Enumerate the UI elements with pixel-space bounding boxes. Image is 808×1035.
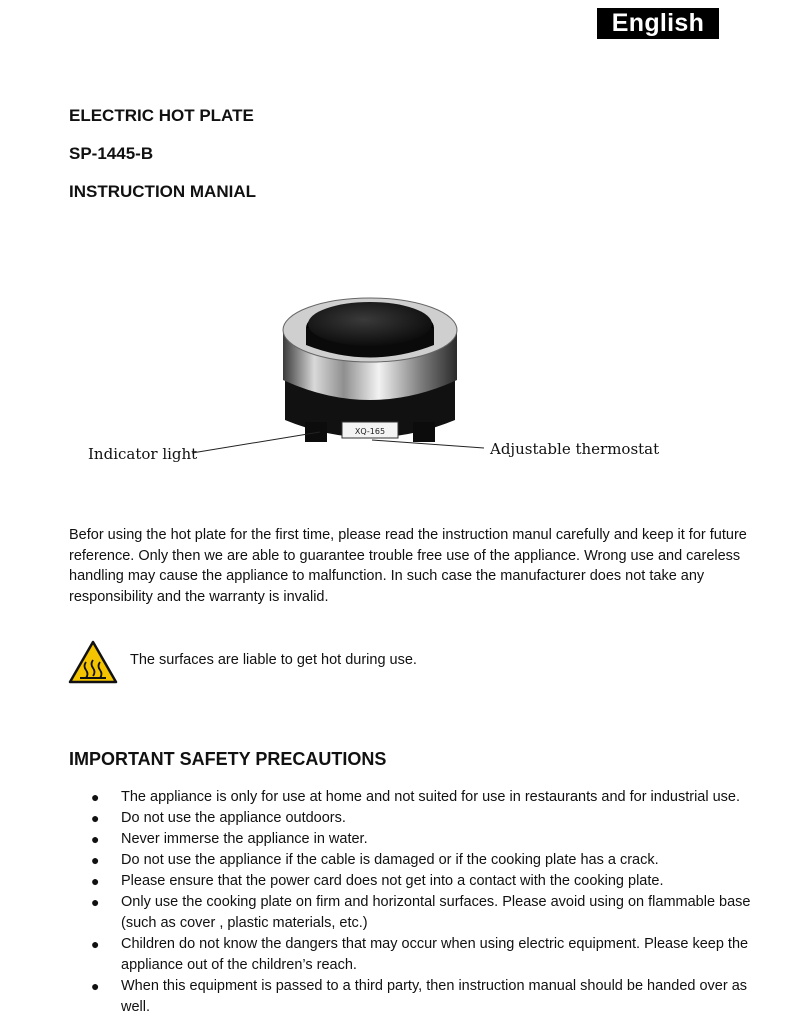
list-item: ● Do not use the appliance if the cable is damaged or if the cooking plate has a crack.: [91, 852, 659, 868]
product-title: ELECTRIC HOT PLATE: [69, 106, 254, 125]
foot-right: [413, 422, 435, 442]
list-item: ● Please ensure that the power card does not get into a contact with the cooking plate.: [91, 873, 664, 889]
list-item: ● Never immerse the appliance in water.: [91, 831, 368, 847]
list-item: ● Children do not know the dangers that may occur when using electric equipment. Please keep the appliance out of the children’s reach.: [91, 936, 749, 973]
list-item: ● When this equipment is passed to a third party, then instruction manual should be handed over as well.: [91, 978, 748, 1015]
list-item: ● The appliance is only for use at home and not suited for use in restaurants and for industrial use.: [91, 789, 741, 805]
hot-surface-warning-icon: [68, 640, 118, 684]
thermostat-label: Adjustable thermostat: [490, 440, 660, 458]
list-item: ● Only use the cooking plate on firm and horizontal surfaces. Please avoid using on flammable base (such as cover , plastic materials, etc.): [91, 894, 751, 931]
list-item: ● Do not use the appliance outdoors.: [91, 810, 346, 826]
indicator-leader: [192, 432, 320, 453]
safety-heading: IMPORTANT SAFETY PRECAUTIONS: [69, 749, 387, 769]
cooking-plate: [308, 302, 432, 346]
dial-text: XQ-165: [354, 427, 386, 436]
language-badge: English: [597, 8, 719, 39]
model-number: SP-1445-B: [69, 144, 154, 163]
warning-text: The surfaces are liable to get hot during use.: [130, 652, 417, 668]
manual-title: INSTRUCTION MANIAL: [69, 182, 256, 201]
safety-list: [69, 787, 759, 1018]
indicator-light-label: Indicator light: [88, 445, 198, 463]
hot-plate-illustration: [80, 290, 660, 470]
foot-left: [305, 422, 327, 442]
intro-paragraph: Befor using the hot plate for the first time, please read the instruction manul carefully and keep it for future reference. Only then we are able to guarantee trouble free use of the appliance. Wrong use and careless handling may cause the appliance to malfunction. In such case the manufacturer does not take any responsibility and the warranty is invalid.: [69, 527, 747, 605]
